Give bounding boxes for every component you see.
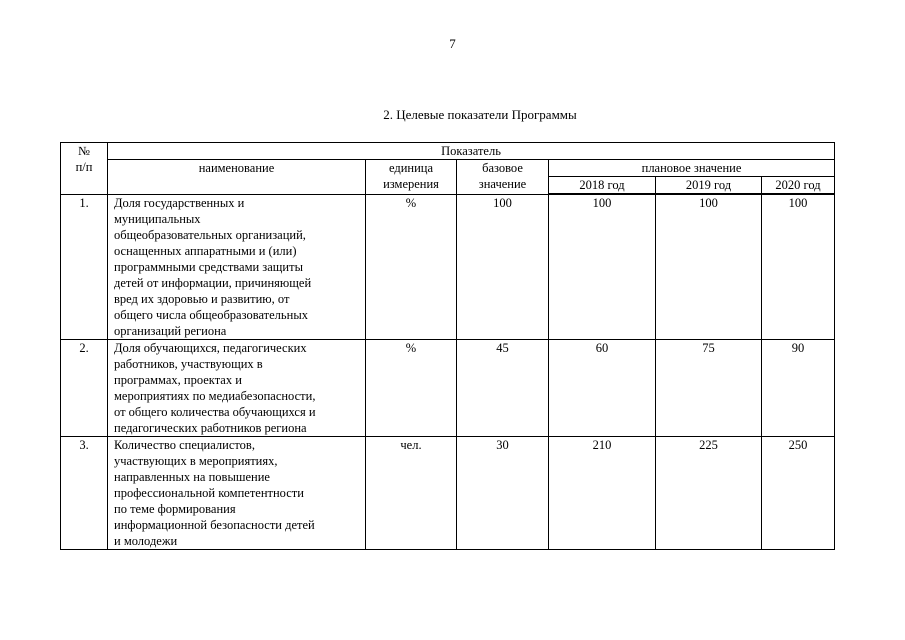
header-year-2020: 2020 год — [762, 177, 835, 195]
row-value-2018: 210 — [549, 436, 656, 549]
row-indicator-name — [108, 339, 366, 436]
target-indicators-table — [60, 142, 835, 550]
row-unit: % — [366, 339, 457, 436]
row-name-line: профессиональной компетентности — [114, 485, 304, 500]
row-name-line: организаций региона — [114, 323, 227, 338]
row-number: 2. — [61, 339, 108, 436]
section-title: 2. Целевые показатели Программы — [383, 107, 577, 122]
table-row — [61, 194, 835, 339]
header-name: наименование — [108, 160, 366, 195]
row-name-line: программах, проектах и — [114, 372, 242, 387]
header-base-cell — [457, 160, 549, 195]
header-row-2 — [61, 160, 835, 177]
row-number: 1. — [61, 194, 108, 339]
row-name-line: работников, участвующих в — [114, 356, 263, 371]
header-unit-line1: единица — [388, 161, 434, 175]
row-name-line: общего числа общеобразовательных — [114, 307, 308, 322]
row-name-line: Доля обучающихся, педагогических — [114, 340, 307, 355]
header-unit-cell — [366, 160, 457, 195]
row-name-line: мероприятиях по медиабезопасности, — [114, 388, 316, 403]
row-value-2019: 225 — [656, 436, 762, 549]
header-planned: плановое значение — [549, 160, 835, 177]
row-name-line: и молодежи — [114, 533, 178, 548]
row-value-2018: 100 — [549, 194, 656, 339]
row-name-line: общеобразовательных организаций, — [114, 227, 306, 242]
row-number: 3. — [61, 436, 108, 549]
page-number: 7 — [449, 36, 456, 51]
row-value-2018: 60 — [549, 339, 656, 436]
row-indicator-name — [108, 194, 366, 339]
header-unit-line2: измерения — [383, 177, 439, 191]
header-base-line2: значение — [478, 177, 527, 191]
row-unit: чел. — [366, 436, 457, 549]
row-value-2020: 250 — [762, 436, 835, 549]
table-row — [61, 339, 835, 436]
row-name-line: педагогических работников региона — [114, 420, 307, 435]
row-base-value: 30 — [457, 436, 549, 549]
row-name-line: участвующих в мероприятиях, — [114, 453, 278, 468]
row-indicator-name — [108, 436, 366, 549]
row-value-2020: 100 — [762, 194, 835, 339]
row-name-line: Количество специалистов, — [114, 437, 255, 452]
row-name-line: информационной безопасности детей — [114, 517, 315, 532]
header-indicator: Показатель — [108, 143, 835, 160]
row-value-2020: 90 — [762, 339, 835, 436]
header-base-line1: базовое — [482, 161, 523, 175]
header-number-line2: п/п — [75, 160, 93, 174]
row-name-line: вред их здоровью и развитию, от — [114, 291, 290, 306]
header-number-line1: № — [78, 144, 90, 158]
header-year-2019: 2019 год — [656, 177, 762, 195]
row-name-line: от общего количества обучающихся и — [114, 404, 316, 419]
row-name-line: оснащенных аппаратными и (или) — [114, 243, 297, 258]
row-name-line: программными средствами защиты — [114, 259, 303, 274]
row-value-2019: 75 — [656, 339, 762, 436]
row-name-line: по теме формирования — [114, 501, 236, 516]
row-value-2019: 100 — [656, 194, 762, 339]
row-name-line: муниципальных — [114, 211, 201, 226]
header-row-1 — [61, 143, 835, 160]
header-year-2018: 2018 год — [549, 177, 656, 195]
table-row — [61, 436, 835, 549]
row-name-line: Доля государственных и — [114, 195, 245, 210]
row-unit: % — [366, 194, 457, 339]
row-name-line: детей от информации, причиняющей — [114, 275, 312, 290]
row-base-value: 45 — [457, 339, 549, 436]
header-number-cell — [61, 143, 108, 195]
row-base-value: 100 — [457, 194, 549, 339]
row-name-line: направленных на повышение — [114, 469, 270, 484]
